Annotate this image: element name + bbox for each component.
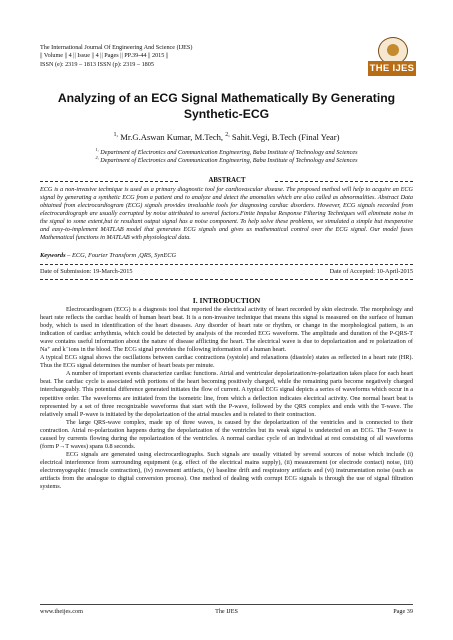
submission-date: Date of Submission: 19-March-2015 bbox=[40, 268, 133, 275]
footer-website: www.theijes.com bbox=[40, 608, 83, 615]
abstract-text: ECG is a non-invasive technique is used as a primary diagnostic tool for cardiovascular disease. The proposed method will help to acquire an ECG signal by generating a synthetic ECG from a patient and to analyze and detect the anomalies which are also called as abnormalities. Abstract Data obtained from electrocardiogram (ECG) signals provides invaluable tools for diagnosing cardiac disorders. However, ECG signals recorded from electrocardiograph are usually corrupted by noise attributed to several factors.Finite Impulse Response Filtering Techniques will eliminate noise in the signal to some extent,but te resultant output signal has a noise component. To help solve these problems, we simulated a simple but inexpensive and easy-to-implement MATLAB model that generates ECG signals and gives us mathematical control over the ECG signal. Our model fuses Mathematical functions in MATLAB with physiological data. bbox=[40, 186, 413, 241]
author-line bbox=[40, 130, 413, 143]
section-heading-introduction: I. INTRODUCTION bbox=[192, 296, 261, 305]
paper-title: Analyzing of an ECG Signal Mathematically By Generating Synthetic-ECG bbox=[57, 91, 396, 121]
journal-logo bbox=[368, 37, 416, 77]
affiliation-2 bbox=[40, 154, 413, 165]
page-footer bbox=[40, 608, 413, 616]
affiliation-2-text: Department of Electronics and Communication Engineering, Baba Institute of Technology and Sciences bbox=[100, 157, 358, 165]
intro-paragraph-2: A typical ECG signal shows the oscillations between cardiac contractions (systole) and relaxations (diastole) states as reflected in a heart rate (HR). Thus the ECG signal determines the number of heart beats per minute. bbox=[40, 354, 413, 370]
intro-paragraph-4: The large QRS-wave complex, made up of three waves, is caused by the depolarization of the ventricles and is connected to their contraction. Atrial re-polarization happens during the depolarization of the ventricles but its weak signal is undetected on an ECG. The T-wave is caused by currents flowing during the repolarization of the ventricles. A normal cardiac cycle of an individual at rest consisting of all waveforms (form P→T waves) spans 0.8 seconds. bbox=[40, 418, 413, 450]
journal-name: The International Journal Of Engineering And Science (IJES) bbox=[40, 44, 193, 51]
keywords-label: Keywords bbox=[40, 252, 66, 259]
dates-line bbox=[40, 268, 413, 276]
abstract-heading: ABSTRACT bbox=[180, 177, 274, 185]
intro-paragraph-5: ECG signals are generated using electrocardiographs. Such signals are usually vitiated by several sources of noise which include (i) electrical interference from surrounding equipment (e.g. effect of the electrical mains supply), (ii) measurement (or electrode contact) noise, (iii) electromyographic (muscle contraction), (iv) movement artifacts, (v) baseline drift and respiratory artifacts and (vi) instrumentation noise (such as artifacts from the analogue to digital conversion process). One method of dealing with corrupt ECG signals is through the use of signal filtration systems. bbox=[40, 450, 413, 491]
dates-bottom-rule bbox=[40, 279, 413, 280]
author-2: Sahit.Vegi, B.Tech (Final Year) bbox=[231, 131, 340, 142]
intro-paragraph-1: Electrocardiogram (ECG) is a diagnosis tool that reported the electrical activity of heart recorded by skin electrode. The morphology and heart rate reflects the cardiac health of human heart beat. It is a non-invasive technique that means this signal is measured on the surface of human body, which is used in identification of the heart diseases. Any disorder of heart rate or rhythm, or change in the morphological pattern, is an indication of cardiac arrhythmia, which could be detected by analysis of the recorded ECG waveform. The amplitude and duration of the P-QRS-T wave contains useful information about the nature of disease afflicting the heart. The electrical wave is due to depolarization and re polarization of Na⁺ and k⁻ions in the blood. The ECG signal provides the following information of a human heart. bbox=[40, 306, 413, 354]
author-2-marker: 2, bbox=[225, 132, 230, 138]
affiliation-1-marker: 1, bbox=[95, 147, 99, 152]
journal-header bbox=[40, 44, 340, 69]
journal-issn: ISSN (e): 2319 – 1813 ISSN (p): 2319 – 1805 bbox=[40, 60, 154, 68]
footer-rule bbox=[40, 604, 413, 605]
author-1-marker: 1, bbox=[113, 132, 119, 138]
affiliation-2-marker: 2, bbox=[95, 155, 99, 160]
author-1: Mr.G.Aswan Kumar, M.Tech, bbox=[120, 131, 224, 142]
keywords-text: – ECG, Fourier Transform ,QRS, SynECG bbox=[65, 252, 177, 259]
footer-journal: The IJES bbox=[215, 608, 238, 615]
keywords-line bbox=[40, 252, 413, 260]
dates-top-rule bbox=[40, 264, 413, 265]
affiliation-1-text: Department of Electronics and Communication Engineering, Baba Institute of Technology and Sciences bbox=[100, 149, 358, 157]
journal-issue: || Volume || 4 || Issue || 4 || Pages || PP.39-44 || 2015 || bbox=[40, 52, 169, 60]
introduction-body bbox=[40, 306, 413, 491]
footer-page-number: Page 39 bbox=[393, 608, 413, 615]
intro-paragraph-3: A number of important events characterize cardiac functions. Atrial and ventricular depolarization/re-polarization takes place for each heart beat. The cardiac cycle is associated with portions of the heart becoming positively charged, while the remaining parts become negatively charged interchangeably. This potential difference generated initiates the flow of current. A typical ECG signal depicts a series of waveforms which occur in a repetitive order. The waveforms are initiated from the isometric line, from which a deflection indicates electrical activity. One normal heart beat is represented by a set of three recognizable waveforms that start with the P-wave, followed by the QRS complex and ends with the T-wave. The relatively small P-wave is initiated by the depolarization of the atrial muscles and is related to their contraction. bbox=[40, 370, 413, 418]
logo-wordmark: THE IJES bbox=[369, 63, 415, 74]
accepted-date: Date of Accepted: 10-April-2015 bbox=[329, 268, 413, 275]
